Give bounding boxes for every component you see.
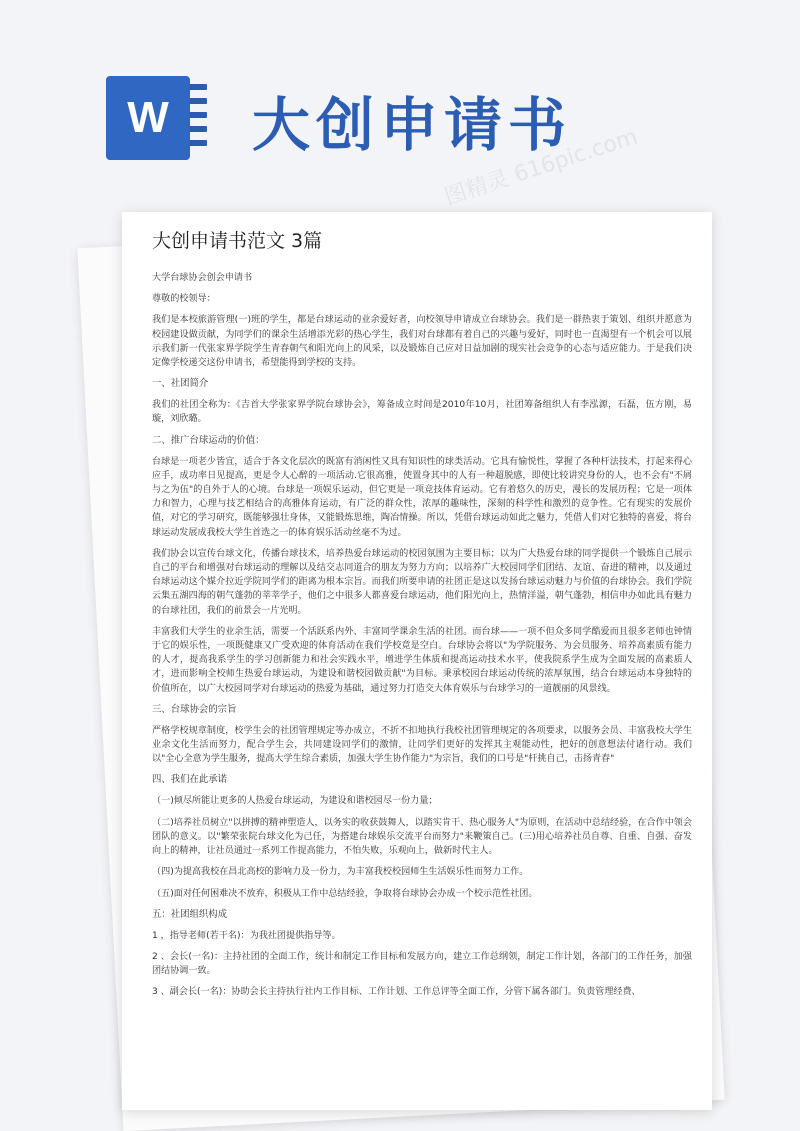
paragraph: 1 ，指导老师(若干名)：为我社团提供指导等。 <box>152 930 341 941</box>
paragraph: 丰富我们大学生的业余生活，需要一个活跃系内外、丰富同学课余生活的社团。而台球——一项不但众多同学酷爱而且很多老师也钟情于它的娱乐性，一项既健康又广受欢迎的体育活动在我们学校竟是空白。台球协会将以"为学院服务、为会员服务、培养高素质有能力的人才，提高我系学生的学习创新能力和社会实践水平，增进学生体质和提高运动技术水平，使我院系学生成为全面发展的高素质人才，进而影响全校师生热爱台球运动，为建设和谐校园做贡献"为目标。秉承校园台球运动传统的浓厚氛围，结合台球运动本身独特的价值所在，以广大校园同学对台球运动的热爱为基础，通过努力打造交大体育娱乐与台球学习的一道靓丽的风景线。 <box>152 626 692 694</box>
word-document-icon <box>100 72 212 168</box>
paragraph: 台球是一项老少皆宜，适合于各文化层次的既富有消闲性又具有知识性的球类活动。它具有愉悦性，掌握了各种杆法技术，打起来得心应手，成功率日见提高，更是令人心醉的一项活动.它很高雅，使置身其中的人有一种超脱感，即使比较讲究身份的人，也不会有"不屑与之为伍"的自外于人的心境。台球是一项娱乐运动，但它更是一项竞技体育运动。它有着悠久的历史，漫长的发展历程；它是一项体力和智力，心理与技艺相结合的高雅体育运动，有广泛的群众性，浓厚的趣味性，深刻的科学性和激烈的竞争性。它有现实的发展价值，对它的学习研究，既能够强壮身体，又能锻炼思维，陶冶情操。所以，凭借台球运动如此之魅力，凭借人们对它独特的喜爱，将台球运动发展成我校大学生首选之一的体育娱乐活动丝毫不为过。 <box>152 456 692 538</box>
watermark: 图精灵 616pic.com <box>441 124 641 211</box>
document-title: 大创申请书范文 3篇 <box>152 230 323 252</box>
banner-title: 大创申请书 <box>252 91 573 159</box>
word-logo-letter: W <box>127 93 169 142</box>
paragraph: 我们是本校旅游管理(一)班的学生，都是台球运动的业余爱好者，向校领导申请成立台球协会。我们是一群热衷于策划、组织并愿意为校园建设做贡献，为同学们的课余生活增添光彩的热心学生，我们对台球都有着自己的兴趣与爱好，同时也一直渴望有一个机会可以展示我们新一代张家界学院学生青春朝气和阳光向上的风采，以及锻炼自己应对日益加剧的现实社会竞争的心态与适应能力。于是我们决定像学校递交这份申请书，希望能得到学校的支持。 <box>152 315 692 369</box>
salutation: 尊敬的校领导： <box>152 294 216 305</box>
document-subtitle: 大学台球协会创会申请书 <box>152 273 253 283</box>
paragraph: 2 、会长(一名)：主持社团的全面工作，统计和制定工作目标和发展方向，建立工作总纲领，制定工作计划，各部门的工作任务，加强团结协调一致。 <box>152 951 692 977</box>
paragraph: 3 、副会长(一名)：协助会长主持执行社内工作目标、工作计划、工作总评等全面工作，分管下属各部门。负责管理经费、 <box>152 987 641 998</box>
section-heading: 四、我们在此承诺 <box>152 774 228 786</box>
paragraph: 我们的社团全称为：《吉首大学张家界学院台球协会》，筹备成立时间是2010年10月，社团筹备组织人有李泓源，石磊，伍方刚，易璇，刘欣璐。 <box>152 400 692 425</box>
header-banner <box>0 0 800 210</box>
paragraph: 严格学校规章制度，校学生会的社团管理规定等办成立，不折不扣地执行我校社团管理规定的各项要求，以服务会员、丰富我校大学生业余文化生活而努力，配合学生会，共同建设同学们的激情，让同学们更好的发挥其主观能动性，把好的创意想法付诸行动。我们以"全心全意为学生服务，提高大学生综合素质，加强大学生协作能力"为宗旨，我们的口号是"杆挑自己，击扬青春" <box>152 725 692 765</box>
paragraph: （一)倾尽所能让更多的人热爱台球运动，为建设和谐校园尽一份力量； <box>152 796 438 807</box>
document-page <box>122 212 712 1110</box>
section-heading: 二、推广台球运动的价值： <box>152 434 265 446</box>
word-logo-box <box>106 76 190 160</box>
paragraph: （二)培养社员树立"以拼搏的精神塑造人，以务实的收获鼓舞人，以踏实肯干、热心服务人"为原则，在活动中总结经验，在合作中领会团队的意义。以"繁荣张院台球文化为己任，为搭建台球娱乐交流平台而努力"来鞭策自己。(三)用心培养社员自尊、自重、自强、奋发向上的精神，让社员通过一系列工作提高能力，不怕失败，乐观向上，做新时代主人。 <box>152 817 692 857</box>
section-heading: 一、社团简介 <box>152 378 209 390</box>
paragraph: （五)面对任何困难决不放弃，积极从工作中总结经验，争取将台球协会办成一个校示范性社团。 <box>152 888 538 899</box>
paragraph: （四)为提高我校在昌北高校的影响力及一份力，为丰富我校校园师生生活娱乐性而努力工作。 <box>152 867 529 878</box>
section-heading: 五：社团组织构成 <box>152 908 228 920</box>
document-content <box>152 226 692 1007</box>
section-heading: 三、台球协会的宗旨 <box>152 703 237 715</box>
paragraph: 我们协会以宣传台球文化，传播台球技术，培养热爱台球运动的校园氛围为主要目标；以为广大热爱台球的同学提供一个锻炼自己展示自己的平台和增强对台球运动的理解以及结交志同道合的朋友为努力方向；以培养广大校园同学们团结、友谊、奋进的精神，以及通过台球运动这个媒介拉近学院同学们的距离为根本宗旨。而我们所要申请的社团正是这以发扬台球运动魅力与价值的台球协会。我们学院云集五湖四海的朝气蓬勃的莘莘学子，他们之中很多人都喜爱台球运动，他们阳光向上，热情洋溢，朝气蓬勃，相信申办如此具有魅力的台球社团，我们的前景会一片光明。 <box>152 548 692 616</box>
